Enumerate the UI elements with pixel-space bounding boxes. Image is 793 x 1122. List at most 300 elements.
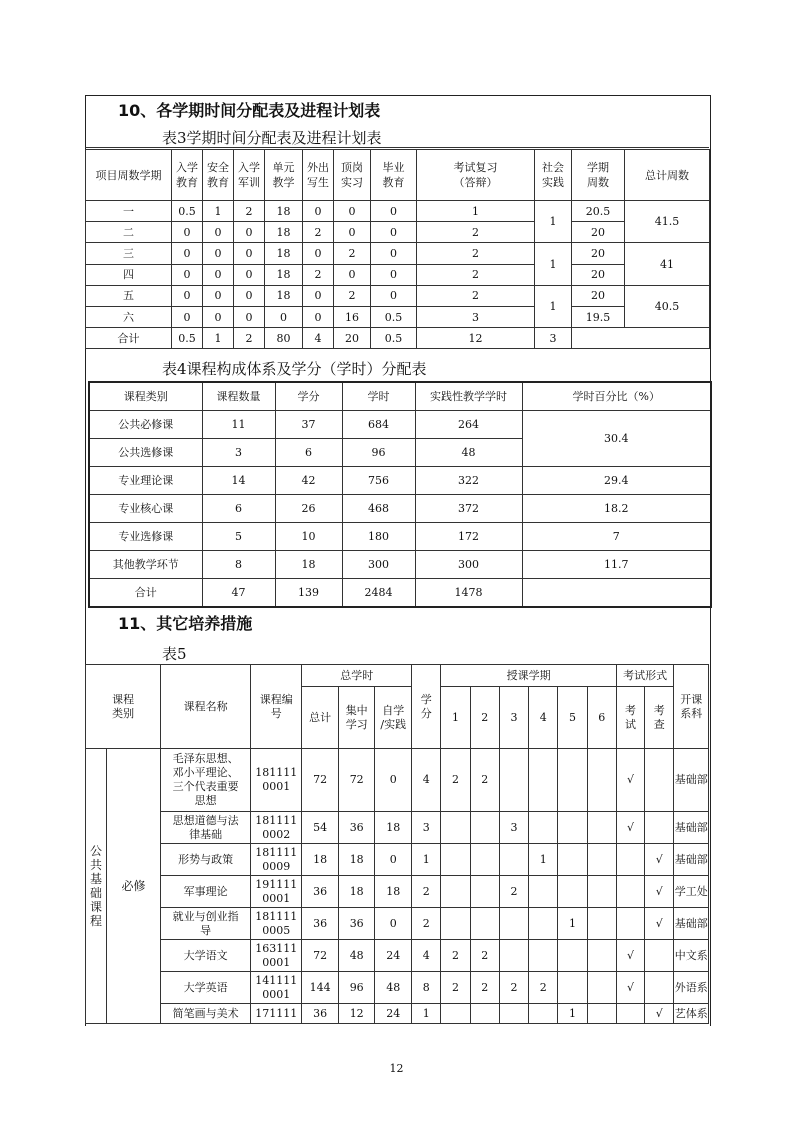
cell [558, 876, 587, 908]
cell [499, 1004, 528, 1024]
cell: 0 [371, 222, 417, 243]
cell: 684 [342, 411, 415, 439]
cell: 18 [265, 264, 303, 285]
course-name: 简笔画与美术 [161, 1004, 251, 1024]
col-header: 课程编 号 [251, 665, 302, 749]
cell: 180 [342, 523, 415, 551]
col-header: 授课学期 [441, 665, 617, 687]
cell: 18 [265, 243, 303, 264]
cell: 18 [375, 876, 412, 908]
col-header: 6 [587, 687, 616, 749]
col-header: 入学 军训 [234, 150, 265, 201]
cell: 基础部 [674, 908, 709, 940]
cell: 10 [275, 523, 342, 551]
col-header: 项目周数学期 [86, 150, 172, 201]
cell [587, 749, 616, 812]
cell: 0 [371, 285, 417, 306]
cell: 0 [172, 222, 203, 243]
col-header: 总计 [302, 687, 339, 749]
cell [645, 940, 674, 972]
cell: 2 [529, 972, 558, 1004]
course-plan-table [85, 664, 709, 1024]
cell: 48 [415, 439, 522, 467]
cell: 0 [375, 749, 412, 812]
cell [558, 940, 587, 972]
cell: √ [645, 908, 674, 940]
cell: 0.5 [371, 306, 417, 327]
cell [616, 1004, 644, 1024]
cell: 1 [417, 201, 535, 222]
table-row [86, 306, 710, 327]
course-code: 181111 0002 [251, 812, 302, 844]
cell: 专业理论课 [89, 467, 202, 495]
table-row [86, 1004, 709, 1024]
col-header: 社会 实践 [535, 150, 572, 201]
cell [441, 844, 470, 876]
table-row [86, 812, 709, 844]
cell: 20 [334, 328, 371, 349]
cell: 0 [203, 243, 234, 264]
cell: √ [616, 749, 644, 812]
cell [522, 579, 711, 608]
cell: 18.2 [522, 495, 711, 523]
cell: 2 [441, 749, 470, 812]
col-header: 开课 系科 [674, 665, 709, 749]
cell [616, 844, 644, 876]
table-row [86, 264, 710, 285]
cell: 基础部 [674, 749, 709, 812]
cell: 26 [275, 495, 342, 523]
cell [529, 908, 558, 940]
cell: 2 [417, 264, 535, 285]
section-11-title: 11、其它培养措施 [118, 614, 253, 633]
cell: 41.5 [625, 201, 710, 243]
cell: 1 [203, 328, 234, 349]
cell: 2 [417, 285, 535, 306]
col-header: 学期 周数 [572, 150, 625, 201]
cell: 48 [375, 972, 412, 1004]
col-header: 5 [558, 687, 587, 749]
cell [499, 940, 528, 972]
cell: 1 [535, 201, 572, 243]
cell [441, 1004, 470, 1024]
table-row [86, 844, 709, 876]
cell: 一 [86, 201, 172, 222]
cell: 0 [371, 243, 417, 264]
cell: 0 [172, 264, 203, 285]
cell: 1 [558, 908, 587, 940]
cell: 96 [342, 439, 415, 467]
cell: √ [616, 972, 644, 1004]
cell: 2 [470, 972, 499, 1004]
cell: 1 [558, 1004, 587, 1024]
table3-header-row [86, 150, 710, 201]
cell: 0 [234, 285, 265, 306]
cell: 2484 [342, 579, 415, 608]
cell: 六 [86, 306, 172, 327]
col-header: 顶岗 实习 [334, 150, 371, 201]
cell: 合计 [89, 579, 202, 608]
cell: 0 [371, 264, 417, 285]
course-name: 大学英语 [161, 972, 251, 1004]
cell: 12 [417, 328, 535, 349]
cell: √ [645, 844, 674, 876]
cell: 8 [202, 551, 275, 579]
cell: 0 [172, 306, 203, 327]
cell: 0 [334, 222, 371, 243]
cell: 0 [203, 285, 234, 306]
col-header: 总计周数 [625, 150, 710, 201]
cell: 42 [275, 467, 342, 495]
cell: 41 [625, 243, 710, 285]
col-header: 考试复习 （答辩） [417, 150, 535, 201]
cell: 264 [415, 411, 522, 439]
cell [529, 749, 558, 812]
cell: 0 [203, 306, 234, 327]
table-total-row [86, 328, 710, 349]
col-header: 学 分 [412, 665, 441, 749]
cell [558, 844, 587, 876]
cell: 0 [303, 306, 334, 327]
cell: 2 [334, 243, 371, 264]
cell: √ [645, 876, 674, 908]
cell [470, 844, 499, 876]
table-row [89, 467, 711, 495]
col-header: 毕业 教育 [371, 150, 417, 201]
course-name: 军事理论 [161, 876, 251, 908]
table-row [89, 551, 711, 579]
cell: 1 [203, 201, 234, 222]
cell: 3 [202, 439, 275, 467]
table-row [86, 749, 709, 812]
cell: 3 [417, 306, 535, 327]
cell: 0 [375, 908, 412, 940]
cell: 2 [412, 876, 441, 908]
cell [470, 1004, 499, 1024]
cell: 四 [86, 264, 172, 285]
cell [587, 1004, 616, 1024]
cell [572, 328, 710, 349]
cell: 36 [338, 812, 375, 844]
course-name: 就业与创业指 导 [161, 908, 251, 940]
cell: 2 [470, 749, 499, 812]
cell: 36 [338, 908, 375, 940]
cell: 18 [275, 551, 342, 579]
course-name: 思想道德与法 律基础 [161, 812, 251, 844]
cell: 18 [265, 222, 303, 243]
cell: 36 [302, 1004, 339, 1024]
cell: 0.5 [371, 328, 417, 349]
cell: 0 [371, 201, 417, 222]
cell: 4 [303, 328, 334, 349]
cell [587, 908, 616, 940]
cell: 3 [499, 812, 528, 844]
col-header: 课程名称 [161, 665, 251, 749]
cell: 2 [303, 264, 334, 285]
group-label: 公 共 基 础 课 程 [86, 749, 107, 1024]
cell: 3 [535, 328, 572, 349]
cell [645, 749, 674, 812]
cell: 36 [302, 876, 339, 908]
cell: 0 [172, 285, 203, 306]
cell: 公共选修课 [89, 439, 202, 467]
course-name: 形势与政策 [161, 844, 251, 876]
cell [529, 1004, 558, 1024]
cell: 2 [234, 201, 265, 222]
cell: 0 [234, 243, 265, 264]
cell: 五 [86, 285, 172, 306]
cell: 1 [535, 243, 572, 285]
cell [558, 812, 587, 844]
col-header: 1 [441, 687, 470, 749]
cell: 6 [275, 439, 342, 467]
cell [499, 749, 528, 812]
cell: 2 [417, 243, 535, 264]
course-name: 大学语文 [161, 940, 251, 972]
cell [441, 812, 470, 844]
cell: 37 [275, 411, 342, 439]
table-total-row [89, 579, 711, 608]
page-number: 12 [389, 1062, 404, 1075]
cell: 11 [202, 411, 275, 439]
course-code: 171111 [251, 1004, 302, 1024]
cell: 6 [202, 495, 275, 523]
col-header: 安全 教育 [203, 150, 234, 201]
col-header: 4 [529, 687, 558, 749]
table-row [86, 285, 710, 306]
table5-header-row [86, 665, 709, 687]
cell [441, 876, 470, 908]
col-header: 实践性教学学时 [415, 382, 522, 411]
table4-header-row [89, 382, 711, 411]
cell: 18 [302, 844, 339, 876]
cell: 7 [522, 523, 711, 551]
cell: 2 [412, 908, 441, 940]
cell: 20 [572, 285, 625, 306]
cell: 0 [203, 222, 234, 243]
cell: 96 [338, 972, 375, 1004]
course-code: 181111 0009 [251, 844, 302, 876]
cell: 300 [342, 551, 415, 579]
col-header: 外出 写生 [303, 150, 334, 201]
cell: 72 [302, 940, 339, 972]
cell: 18 [338, 844, 375, 876]
cell: 0 [334, 201, 371, 222]
cell: 36 [302, 908, 339, 940]
course-code: 163111 0001 [251, 940, 302, 972]
cell: 756 [342, 467, 415, 495]
cell: 18 [265, 201, 303, 222]
table-row [86, 222, 710, 243]
cell: 2 [417, 222, 535, 243]
cell: 2 [234, 328, 265, 349]
col-header: 学时百分比（%） [522, 382, 711, 411]
cell: 300 [415, 551, 522, 579]
table-row [89, 495, 711, 523]
col-header: 考 试 [616, 687, 644, 749]
course-name: 毛泽东思想、 邓小平理论、 三个代表重要 思想 [161, 749, 251, 812]
cell: 16 [334, 306, 371, 327]
cell: 外语系 [674, 972, 709, 1004]
cell [645, 812, 674, 844]
cell: 29.4 [522, 467, 711, 495]
cell: 0 [172, 243, 203, 264]
col-header: 考试形式 [616, 665, 673, 687]
cell: 4 [412, 940, 441, 972]
cell [587, 940, 616, 972]
cell: 468 [342, 495, 415, 523]
subgroup-label: 必修 [106, 749, 160, 1024]
cell: 30.4 [522, 411, 711, 467]
cell: 20 [572, 243, 625, 264]
cell: 三 [86, 243, 172, 264]
col-header: 总学时 [302, 665, 412, 687]
cell: 专业选修课 [89, 523, 202, 551]
table-row [89, 411, 711, 439]
cell: 40.5 [625, 285, 710, 327]
section-10-title: 10、各学期时间分配表及进程计划表 [118, 101, 381, 120]
cell: 公共必修课 [89, 411, 202, 439]
cell: 中文系 [674, 940, 709, 972]
cell: 144 [302, 972, 339, 1004]
course-code: 141111 0001 [251, 972, 302, 1004]
cell: 2 [470, 940, 499, 972]
col-header: 学分 [275, 382, 342, 411]
cell: 8 [412, 972, 441, 1004]
cell: 72 [338, 749, 375, 812]
col-header: 课程数量 [202, 382, 275, 411]
cell [499, 844, 528, 876]
cell: 1 [529, 844, 558, 876]
cell: 11.7 [522, 551, 711, 579]
cell: 12 [338, 1004, 375, 1024]
cell: 2 [499, 876, 528, 908]
table-row [86, 908, 709, 940]
cell: 二 [86, 222, 172, 243]
cell: 72 [302, 749, 339, 812]
cell: 基础部 [674, 844, 709, 876]
col-header: 课程 类别 [86, 665, 161, 749]
course-code: 181111 0001 [251, 749, 302, 812]
cell: 322 [415, 467, 522, 495]
col-header: 单元 教学 [265, 150, 303, 201]
cell [529, 876, 558, 908]
cell: 1 [535, 285, 572, 327]
cell: 18 [338, 876, 375, 908]
cell: 20.5 [572, 201, 625, 222]
cell: 14 [202, 467, 275, 495]
cell: 其他教学环节 [89, 551, 202, 579]
cell: 0 [303, 201, 334, 222]
cell [499, 908, 528, 940]
cell: √ [616, 940, 644, 972]
table-row [89, 523, 711, 551]
col-header: 2 [470, 687, 499, 749]
cell: 372 [415, 495, 522, 523]
cell [558, 749, 587, 812]
col-header: 自学 /实践 [375, 687, 412, 749]
col-header: 3 [499, 687, 528, 749]
cell: 0 [265, 306, 303, 327]
cell: 0.5 [172, 328, 203, 349]
cell [616, 908, 644, 940]
table3-caption: 表3学期时间分配表及进程计划表 [162, 129, 382, 147]
cell: 2 [441, 972, 470, 1004]
col-header: 学时 [342, 382, 415, 411]
cell: 18 [375, 812, 412, 844]
cell: 0 [203, 264, 234, 285]
table-row [86, 201, 710, 222]
cell: 54 [302, 812, 339, 844]
cell: 0 [303, 243, 334, 264]
table-row [86, 243, 710, 264]
cell [587, 844, 616, 876]
cell: 4 [412, 749, 441, 812]
course-structure-table [88, 381, 712, 608]
cell: 2 [303, 222, 334, 243]
cell [558, 972, 587, 1004]
cell: 0.5 [172, 201, 203, 222]
cell [645, 972, 674, 1004]
cell: √ [645, 1004, 674, 1024]
col-header: 入学 教育 [172, 150, 203, 201]
semester-time-table [85, 149, 710, 349]
cell: 2 [334, 285, 371, 306]
col-header: 集中 学习 [338, 687, 375, 749]
cell: 5 [202, 523, 275, 551]
cell: 专业核心课 [89, 495, 202, 523]
table4-caption: 表4课程构成体系及学分（学时）分配表 [162, 360, 427, 378]
cell: 47 [202, 579, 275, 608]
cell [616, 876, 644, 908]
cell [470, 908, 499, 940]
cell: 合计 [86, 328, 172, 349]
cell: 3 [412, 812, 441, 844]
cell [587, 876, 616, 908]
cell [470, 812, 499, 844]
table-row [86, 972, 709, 1004]
cell [441, 908, 470, 940]
cell: 48 [338, 940, 375, 972]
cell: 24 [375, 940, 412, 972]
cell: 20 [572, 222, 625, 243]
cell: 1478 [415, 579, 522, 608]
cell [470, 876, 499, 908]
table-row [86, 940, 709, 972]
cell [587, 972, 616, 1004]
course-code: 191111 0001 [251, 876, 302, 908]
cell: 0 [375, 844, 412, 876]
cell: 19.5 [572, 306, 625, 327]
cell: 0 [334, 264, 371, 285]
cell [529, 812, 558, 844]
cell: 20 [572, 264, 625, 285]
cell: 学工处 [674, 876, 709, 908]
cell: 艺体系 [674, 1004, 709, 1024]
cell: 172 [415, 523, 522, 551]
cell: 基础部 [674, 812, 709, 844]
cell: 80 [265, 328, 303, 349]
cell: 24 [375, 1004, 412, 1024]
col-header: 考 查 [645, 687, 674, 749]
table5-caption: 表5 [162, 645, 187, 663]
cell: 1 [412, 1004, 441, 1024]
cell: 0 [303, 285, 334, 306]
table-row [86, 876, 709, 908]
cell [587, 812, 616, 844]
course-code: 181111 0005 [251, 908, 302, 940]
cell: 0 [234, 222, 265, 243]
